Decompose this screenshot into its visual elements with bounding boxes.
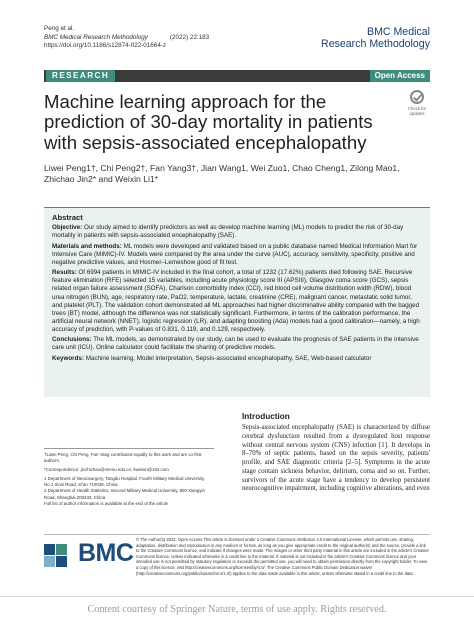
header-journal-abbrev: BMC Medical Research Methodology — [44, 33, 148, 41]
abstract-box — [44, 207, 430, 397]
license-text: © The Author(s) 2022. Open Access This article is licensed under a Creative Commons Attribution 4.0 International License, which permits use, sharing, adaptation, distribution and reproduction in any medium or format, as long as you give appropriate credit to the original author(s) and the source, provide a link to the Creative Commons licence, and indicate if changes were made. The images or other third party material in this article are included in the article's Creative Commons licence, unless indicated otherwise in a credit line to the material. If material is not included in the article's Creative Commons licence and your intended use is not permitted by statutory regulation or exceeds the permitted use, you will need to obtain permission directly from the copyright holder. To view a copy of this licence, visit http://creativecommons.org/licenses/by/4.0/. The Creative Commons Public Domain Dedication waiver (http://creativecommons.org/publicdomain/zero/1.0/) applies to the data made available in this article, unless otherwise stated in a credit line to the data. — [136, 537, 429, 576]
keywords-text: Machine learning, Model interpretation, Sepsis-associated encephalopathy, SAE, Web-based calculator — [85, 354, 372, 362]
affiliation-2: 2 Department of Health Statistics, Second Military Medical University, 800 Xiangyin Road, Shanghai 200433, China — [44, 488, 205, 500]
abstract-keywords — [52, 355, 422, 363]
check-updates-button[interactable] — [404, 90, 430, 116]
abstract-heading: Abstract — [52, 213, 83, 222]
objective-text: Our study aimed to identify predictors as well as develop machine learning (ML) models to predict the risk of 30-day mortality in patients with sepsis-associated encephalopathy (SAE). — [52, 224, 404, 240]
introduction-body: Sepsis-associated encephalopathy (SAE) is characterized by diffuse cerebral dysfunction resulted from a dysregulated host response without central nervous system (CNS) infection [1]. It develops in 8–70% of septic patients, based on the sepsis severity, patients' profile, and SAE diagnostic criteria [2–5]. Symptoms in the acute stage contain sickness behavior, delirium, coma and so on. Further, survivors of the acute stage have a tendency to develop persistent neurocognitive impairment, including cognitive alterations, and even — [242, 424, 430, 493]
bmc-logo-text: BMC — [78, 539, 134, 567]
author-list: Liwei Peng1†, Chi Peng2†, Fan Yang3†, Jian Wang1, Wei Zuo1, Chao Cheng1, Zilong Mao1, Zhichao Jin2* and Weixin Li1* — [44, 163, 400, 185]
conclusions-label: Conclusions: — [52, 336, 92, 344]
author-info-note: Full list of author information is available at the end of the article — [44, 500, 168, 506]
abstract-conclusions — [52, 336, 422, 352]
abstract-objective — [52, 224, 422, 240]
methods-text: ML models were developed and validated based on a public database named Medical Information Mart for Intensive Care (MIMIC)-IV. Models were compared by the area under the curve (AUC), accuracy, sensitivity, specificity, positive and negative predictive values, and Hosmer–Lemeshow good of fit test. — [52, 242, 418, 266]
running-header — [44, 25, 209, 51]
abstract-methods — [52, 243, 422, 267]
check-updates-label: Check for updates — [408, 106, 426, 116]
abstract-results — [52, 269, 422, 334]
header-doi-link[interactable]: https://doi.org/10.1186/s12874-022-01664-z — [44, 42, 167, 50]
footnotes — [44, 448, 214, 507]
keywords-label: Keywords: — [52, 354, 84, 362]
courtesy-notice: Content courtesy of Springer Nature, terms of use apply. Rights reserved. — [87, 604, 387, 615]
check-updates-icon — [410, 90, 424, 104]
affiliation-1: 1 Department of Neurosurgery, Tangdu Hospital, Fourth Military Medical University, No.1 Xinsi Road, Xi'an 710038, China — [44, 476, 205, 488]
introduction-section — [242, 411, 430, 494]
journal-name: BMC Medical Research Methodology — [321, 26, 430, 50]
conclusions-text: The ML models, as demonstrated by our study, can be used to evaluate the prognosis of SAE patients in the intensive care unit (ICU). Online calculator could facilitate the sharing of predictive models. — [52, 336, 419, 352]
footnote-divider — [44, 448, 214, 449]
equal-contribution-note: †Liwei Peng, Chi Peng, Fan Yang contributed equally to this work and are co-first authors. — [44, 452, 202, 464]
introduction-heading: Introduction — [242, 412, 290, 421]
correspondence-note[interactable]: *Correspondence: jinzhichao@smmu.edu.cn; liweixin@163.com — [44, 467, 169, 473]
section-label: RESEARCH — [46, 70, 115, 82]
methods-label: Materials and methods: — [52, 242, 122, 250]
results-text: Of 6994 patients in MIMIC-IV included in the final cohort, a total of 1232 (17.62%) patients died following SAE. Recursive feature elimination (RFE) selected 15 variables, including acute physiology score III (APSIII), Glasgow coma score (GCS), sepsis related organ failure assessment (SOFA), Charlson comorbidity index (CCI), red blood cell volume distribution width (RDW), blood urea nitrogen (BUN), age, respiratory rate, PaO2, temperature, lactate, creatinine (CRE), malignant cancer, metastatic solid tumor, and platelet (PLT). The validation cohort demonstrated all ML approaches had higher discriminative ability compared with the bagged trees (BT) model, although the difference was not statistically significant. Furthermore, in terms of the calibration performance, the artificial neural network (NNET), logistic regression (LR), and adapting boosting (Ada) models had a good calibration—namely, a high accuracy of prediction, with P-values of 0.831, 0.119, and 0.129, respectively. — [52, 269, 420, 333]
header-year-volume: (2022) 22:183 — [169, 33, 210, 41]
open-access-badge: Open Access — [370, 70, 430, 82]
results-label: Results: — [52, 269, 77, 277]
header-authors: Peng et al. — [44, 25, 75, 32]
objective-label: Objective: — [52, 224, 83, 231]
license-divider — [44, 534, 430, 535]
courtesy-divider — [0, 596, 474, 597]
article-title: Machine learning approach for the prediction of 30-day mortality in patients with sepsis-associated encephalopathy — [44, 91, 373, 153]
